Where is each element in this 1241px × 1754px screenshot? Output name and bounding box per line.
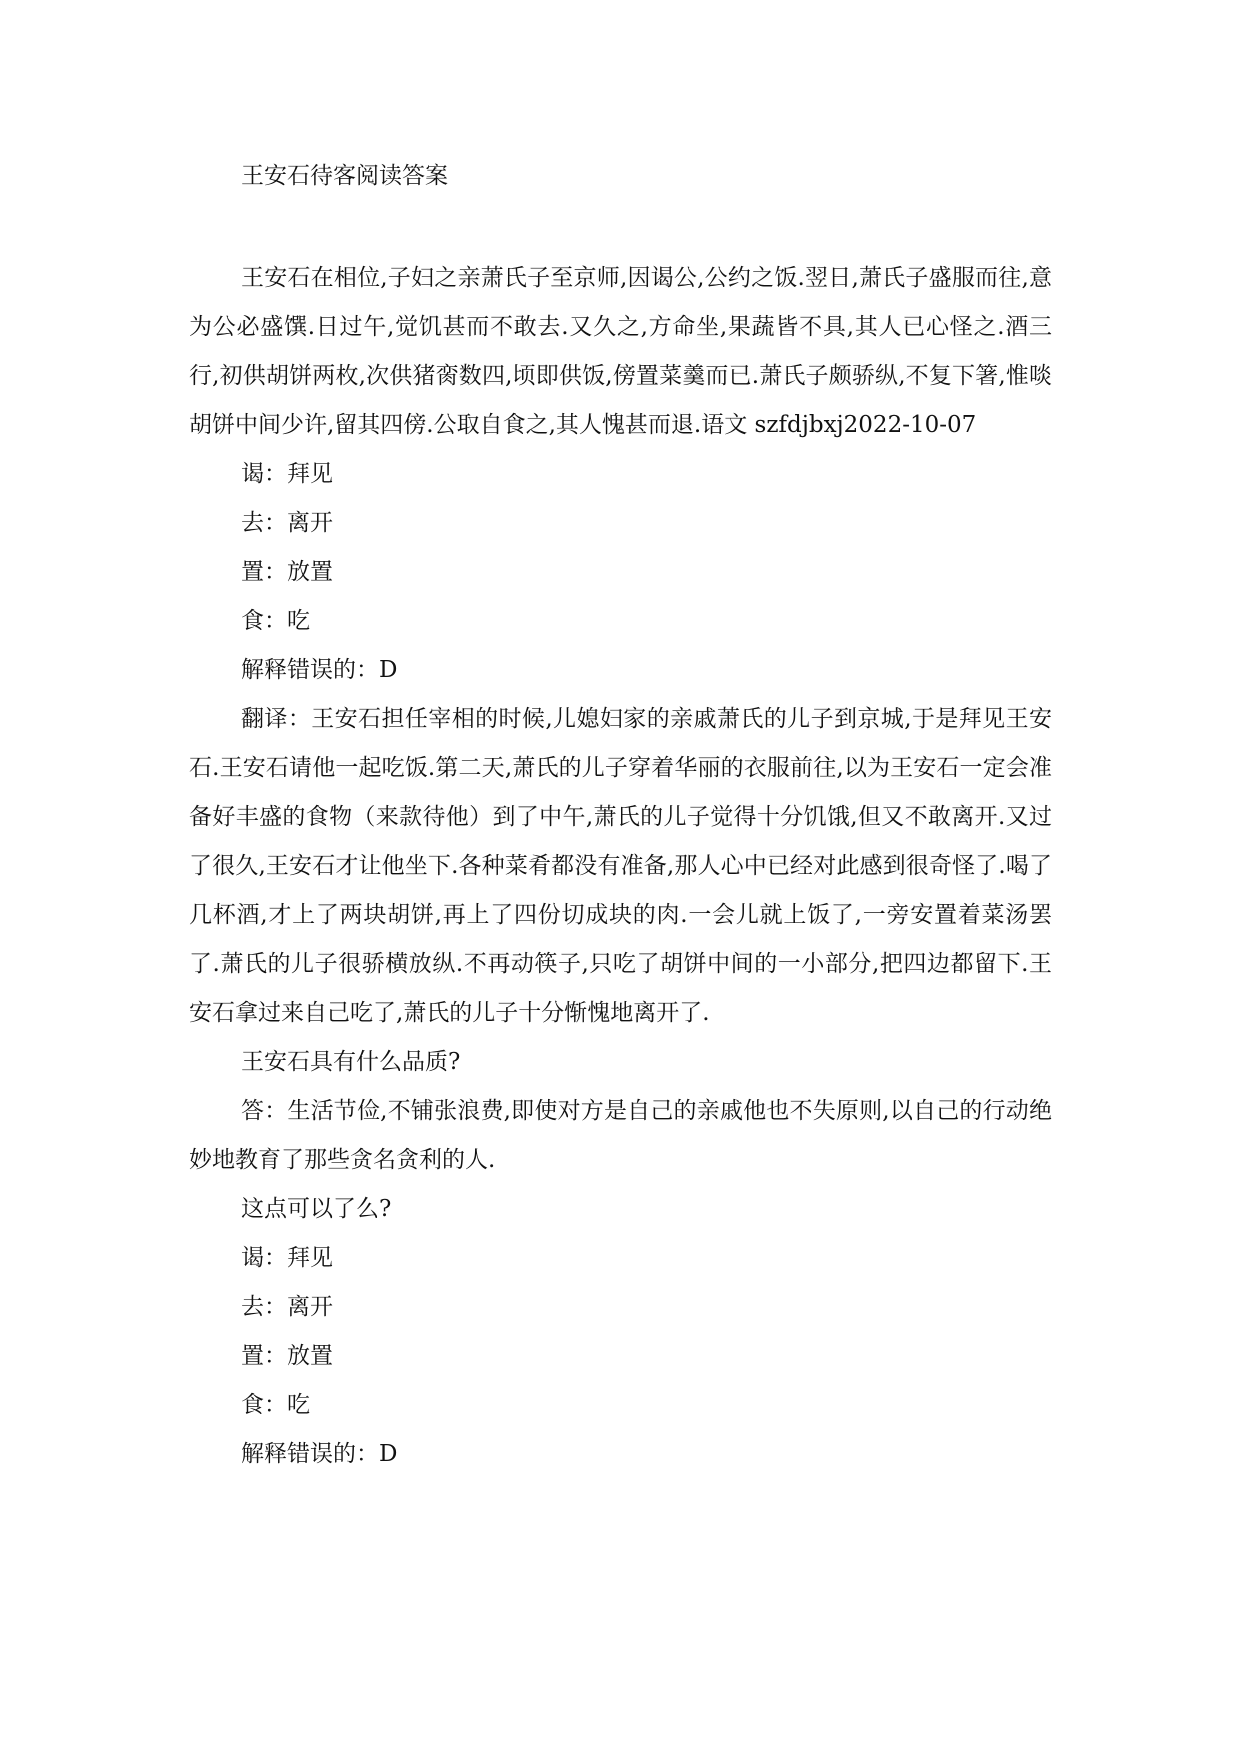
paragraph-translation: 翻译：王安石担任宰相的时候,儿媳妇家的亲戚萧氏的儿子到京城,于是拜见王安石.王安石请他一起吃饭.第二天,萧氏的儿子穿着华丽的衣服前往,以为王安石一定会准备好丰盛的食物（来款待他）到了中午,萧氏的儿子觉得十分饥饿,但又不敢离开.又过了很久,王安石才让他坐下.各种菜肴都没有准备,那人心中已经对此感到很奇怪了.喝了几杯酒,才上了两块胡饼,再上了四份切成块的肉.一会儿就上饭了,一旁安置着菜汤罢了.萧氏的儿子很骄横放纵.不再动筷子,只吃了胡饼中间的一小部分,把四边都留下.王安石拿过来自己吃了,萧氏的儿子十分惭愧地离开了. — [189, 706, 1052, 1026]
paragraph-gloss-shi-2: 食：吃 — [241, 1392, 310, 1418]
paragraph-gloss-ye-2: 谒：拜见 — [241, 1245, 333, 1271]
paragraph-classical-text: 王安石在相位,子妇之亲萧氏子至京师,因谒公,公约之饭.翌日,萧氏子盛服而往,意为公必盛馔.日过午,觉饥甚而不敢去.又久之,方命坐,果蔬皆不具,其人已心怪之.酒三行,初供胡饼两枚,次供猪脔数四,顷即供饭,傍置菜羹而已.萧氏子颇骄纵,不复下箸,惟啖胡饼中间少许,留其四傍.公取自食之,其人愧甚而退.语文 szfdjbxj2022-10-07 — [189, 265, 1052, 438]
paragraph-followup-question: 这点可以了么? — [241, 1196, 392, 1222]
document-body — [189, 254, 1052, 1479]
paragraph-answer-wrong-choice: 解释错误的：D — [241, 657, 398, 683]
paragraph-answer: 答：生活节俭,不铺张浪费,即使对方是自己的亲戚他也不失原则,以自己的行动绝妙地教育了那些贪名贪利的人. — [189, 1098, 1052, 1173]
paragraph-gloss-zhi-2: 置：放置 — [241, 1343, 333, 1369]
paragraph-gloss-zhi: 置：放置 — [241, 559, 333, 585]
paragraph-answer-wrong-choice-2: 解释错误的：D — [241, 1441, 398, 1467]
paragraph-gloss-qu-2: 去：离开 — [241, 1294, 333, 1320]
document-title: 王安石待客阅读答案 — [241, 163, 448, 189]
paragraph-gloss-qu: 去：离开 — [241, 510, 333, 536]
paragraph-gloss-shi: 食：吃 — [241, 608, 310, 634]
paragraph-gloss-ye: 谒：拜见 — [241, 461, 333, 487]
paragraph-question: 王安石具有什么品质? — [241, 1049, 461, 1075]
